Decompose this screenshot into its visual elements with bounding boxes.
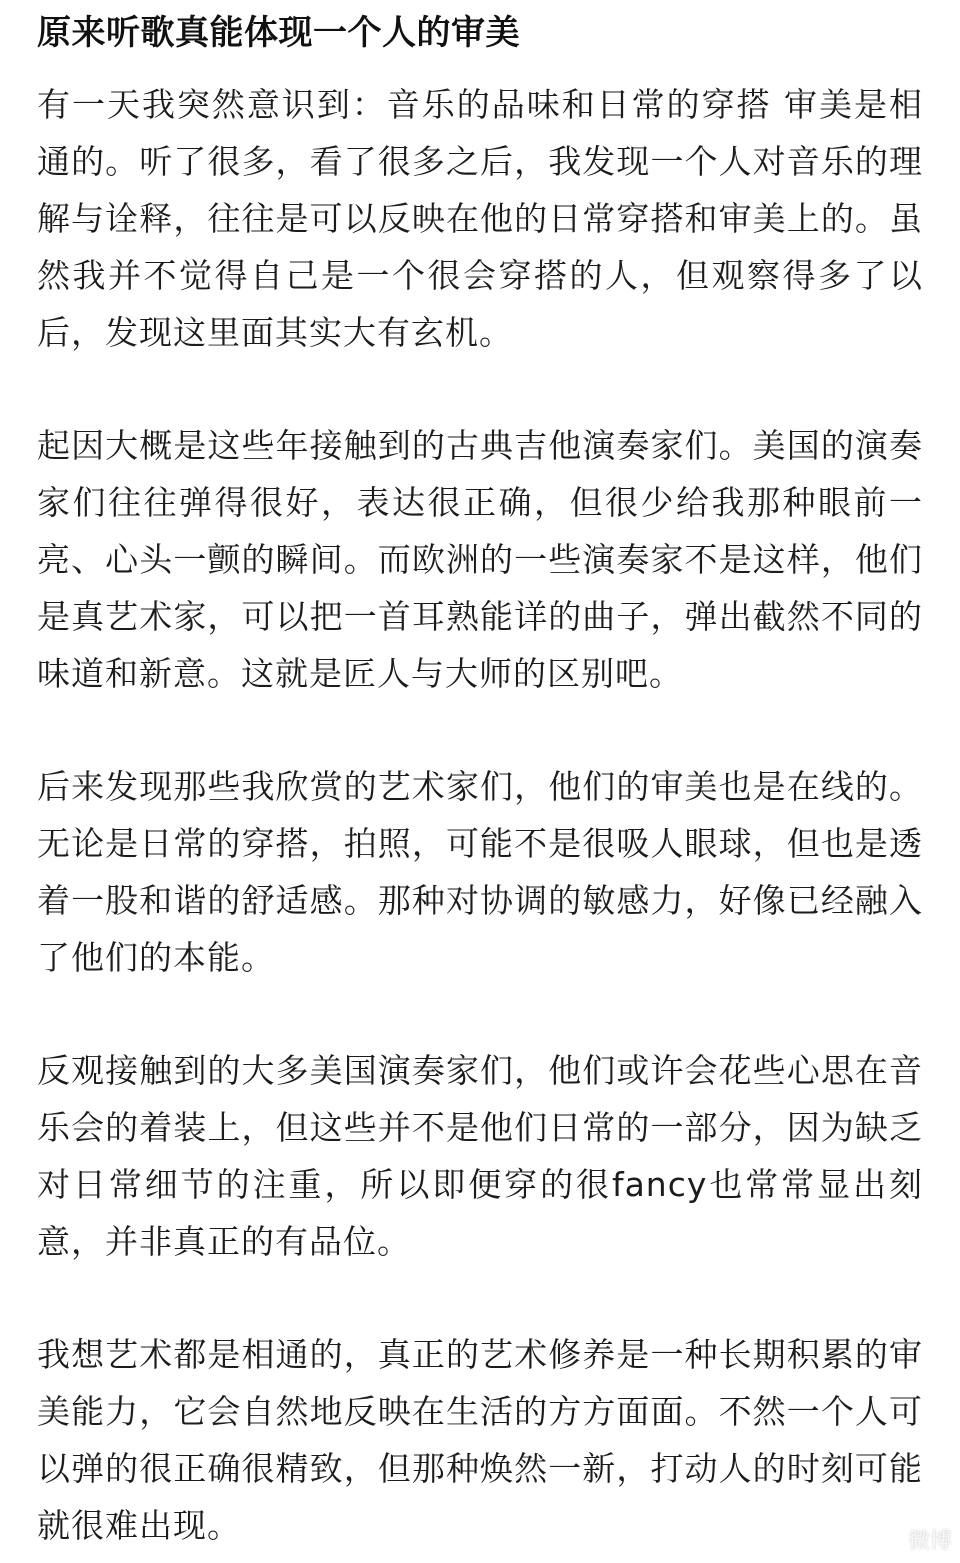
- paragraph: 起因大概是这些年接触到的古典吉他演奏家们。美国的演奏家们往往弹得很好，表达很正确，但很少给我那种眼前一亮、心头一颤的瞬间。而欧洲的一些演奏家不是这样，他们是真艺术家，可以把一首耳熟能详的曲子，弹出截然不同的味道和新意。这就是匠人与大师的区别吧。: [37, 426, 923, 693]
- article-title: 原来听歌真能体现一个人的审美: [37, 13, 520, 53]
- paragraph: 有一天我突然意识到：音乐的品味和日常的穿搭 审美是相通的。听了很多，看了很多之后，我发现一个人对音乐的理解与诠释，往往是可以反映在他的日常穿搭和审美上的。虽然我并不觉得自己是一个很会穿搭的人，但观察得多了以后，发现这里面其实大有玄机。: [37, 85, 923, 352]
- article: [37, 0, 923, 1554]
- article-body: [37, 76, 923, 1554]
- watermark: 微博: [907, 1529, 952, 1554]
- paragraph: 后来发现那些我欣赏的艺术家们，他们的审美也是在线的。无论是日常的穿搭，拍照，可能不是很吸人眼球，但也是透着一股和谐的舒适感。那种对协调的敏感力，好像已经融入了他们的本能。: [37, 767, 923, 977]
- paragraph: 我想艺术都是相通的，真正的艺术修养是一种长期积累的审美能力，它会自然地反映在生活的方方面面。不然一个人可以弹的很正确很精致，但那种焕然一新，打动人的时刻可能就很难出现。: [37, 1335, 923, 1545]
- paragraph: 反观接触到的大多美国演奏家们，他们或许会花些心思在音乐会的着装上，但这些并不是他们日常的一部分，因为缺乏对日常细节的注重，所以即便穿的很fancy也常常显出刻意，并非真正的有品位。: [37, 1051, 923, 1261]
